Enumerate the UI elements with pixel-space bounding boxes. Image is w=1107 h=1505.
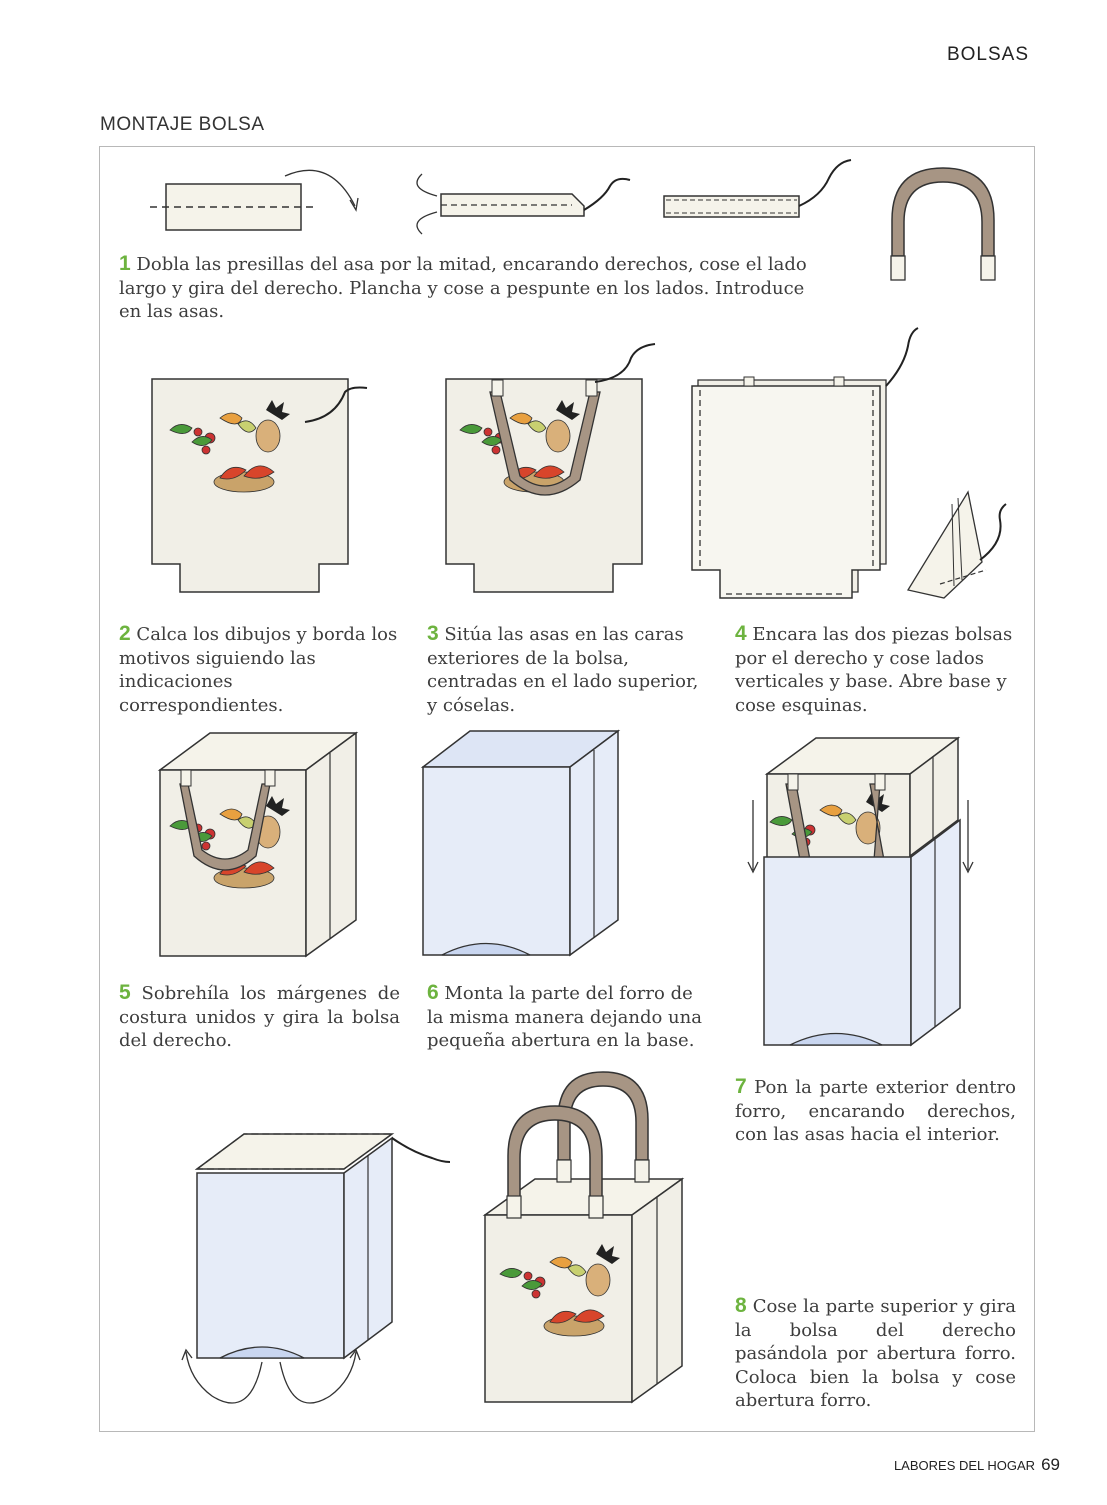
section-tag: BOLSAS: [946, 44, 1029, 65]
step-4-text: Encara las dos piezas bolsas por el derecho y cose lados verticales y base. Abre base y cose esquinas.: [735, 624, 1013, 716]
step3-figure: [446, 344, 655, 592]
step-7-text: Pon la parte exterior dentro forro, encarando derechos, con las asas hacia el interior.: [735, 1077, 1016, 1145]
step7-figure: [748, 738, 973, 1045]
page-number: 69: [1041, 1455, 1060, 1474]
step-3: [427, 622, 709, 717]
page-title: MONTAJE BOLSA: [100, 114, 265, 135]
step-6-text: Monta la parte del forro de la misma manera dejando una pequeña abertura en la base.: [427, 983, 702, 1051]
step-1-text: Dobla las presillas del asa por la mitad, encarando derechos, cose el lado largo y gira del derecho. Plancha y cose a pespunte en los lados. Introduce en las asas.: [119, 254, 807, 322]
step-4: [735, 622, 1018, 717]
step4-figure: [692, 328, 1006, 598]
step-8: [735, 1294, 1016, 1413]
step8-finished-figure: [485, 1072, 682, 1402]
step-7: [735, 1075, 1016, 1147]
step-6: [427, 981, 709, 1053]
step-5: [119, 981, 400, 1053]
step-3-text: Sitúa las asas en las caras exteriores de la bolsa, centradas en el lado superior, y cóselas.: [427, 624, 699, 716]
step-5-text: Sobrehíla los márgenes de costura unidos y gira la bolsa del derecho.: [119, 983, 400, 1051]
step-6-number: 6: [427, 981, 439, 1004]
magazine-name: LABORES DEL HOGAR: [893, 1458, 1036, 1473]
step6-figure: [423, 731, 618, 955]
step-1-number: 1: [119, 252, 131, 275]
step-5-number: 5: [119, 981, 131, 1004]
step-4-number: 4: [735, 622, 747, 645]
step-2-number: 2: [119, 622, 131, 645]
step-7-number: 7: [735, 1075, 747, 1098]
step-8-number: 8: [735, 1294, 747, 1317]
step8-turning-figure: [182, 1134, 450, 1403]
step-8-text: Cose la parte superior y gira la bolsa del derecho pasándola por abertura forro. Coloca bien la bolsa y cose abertura forro.: [735, 1296, 1016, 1411]
step-2: [119, 622, 400, 717]
step-3-number: 3: [427, 622, 439, 645]
page-footer: [894, 1455, 1060, 1475]
step-1: [119, 252, 829, 324]
step2-figure: [152, 379, 367, 592]
step-2-text: Calca los dibujos y borda los motivos siguiendo las indicaciones correspondientes.: [119, 624, 398, 716]
step5-figure: [160, 733, 356, 956]
